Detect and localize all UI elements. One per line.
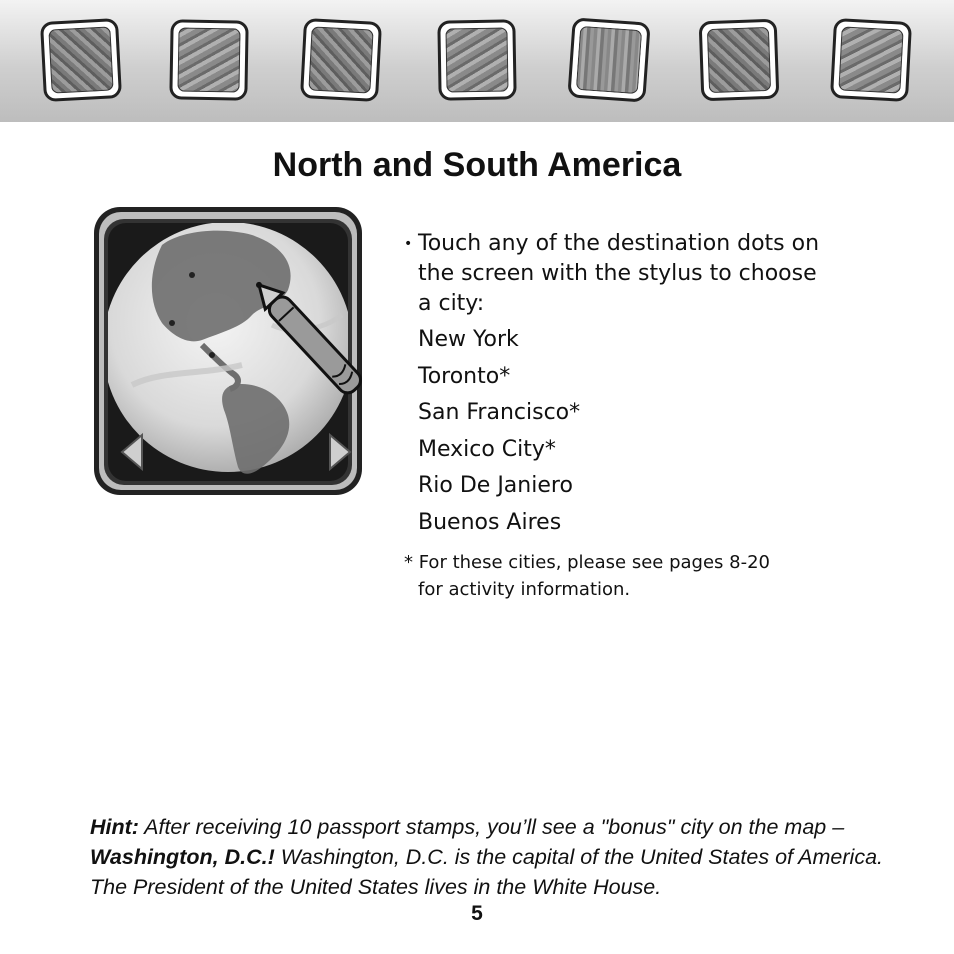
footnote-line: for activity information. <box>418 579 631 600</box>
hint-paragraph <box>90 812 890 902</box>
instruction-line: the screen with the stylus to choose <box>418 261 817 286</box>
thumbnail-3 <box>300 18 382 102</box>
hint-text: Washington, D.C. is the capital of the United States of America. The President of the United States lives in the White House. <box>90 845 884 899</box>
footnote <box>404 549 770 603</box>
city-item: San Francisco* <box>418 400 581 426</box>
destination-dot <box>169 320 175 326</box>
city-item: New York <box>418 327 519 352</box>
header-banner <box>0 0 954 122</box>
page-number: 5 <box>471 902 483 925</box>
instructions <box>404 229 844 319</box>
city-item: Mexico City* <box>418 436 556 462</box>
destination-dot <box>189 272 195 278</box>
destination-dot <box>209 352 215 358</box>
bullet-point: • <box>404 236 413 252</box>
city-list <box>418 322 580 542</box>
city-item: Buenos Aires <box>418 509 562 535</box>
footnote-line: * For these cities, please see pages 8-20 <box>404 552 770 573</box>
thumbnail-2 <box>169 19 248 100</box>
thumbnail-6 <box>699 19 780 102</box>
page-title: North and South America <box>272 146 682 184</box>
hint-bonus-city: Washington, D.C.! <box>90 845 275 869</box>
instruction-line: Touch any of the destination dots on <box>418 231 820 256</box>
city-item: Toronto* <box>418 363 511 389</box>
hint-text: After receiving 10 passport stamps, you’ll see a "bonus" city on the map – <box>138 815 845 839</box>
thumbnail-1 <box>40 18 122 102</box>
city-item: Rio De Janiero <box>418 473 573 499</box>
thumbnail-7 <box>830 18 912 102</box>
instruction-line: a city: <box>418 291 485 316</box>
hint-label: Hint: <box>90 815 139 839</box>
thumbnail-4 <box>437 19 516 100</box>
thumbnail-5 <box>567 17 650 102</box>
device-screen-illustration <box>92 205 364 497</box>
